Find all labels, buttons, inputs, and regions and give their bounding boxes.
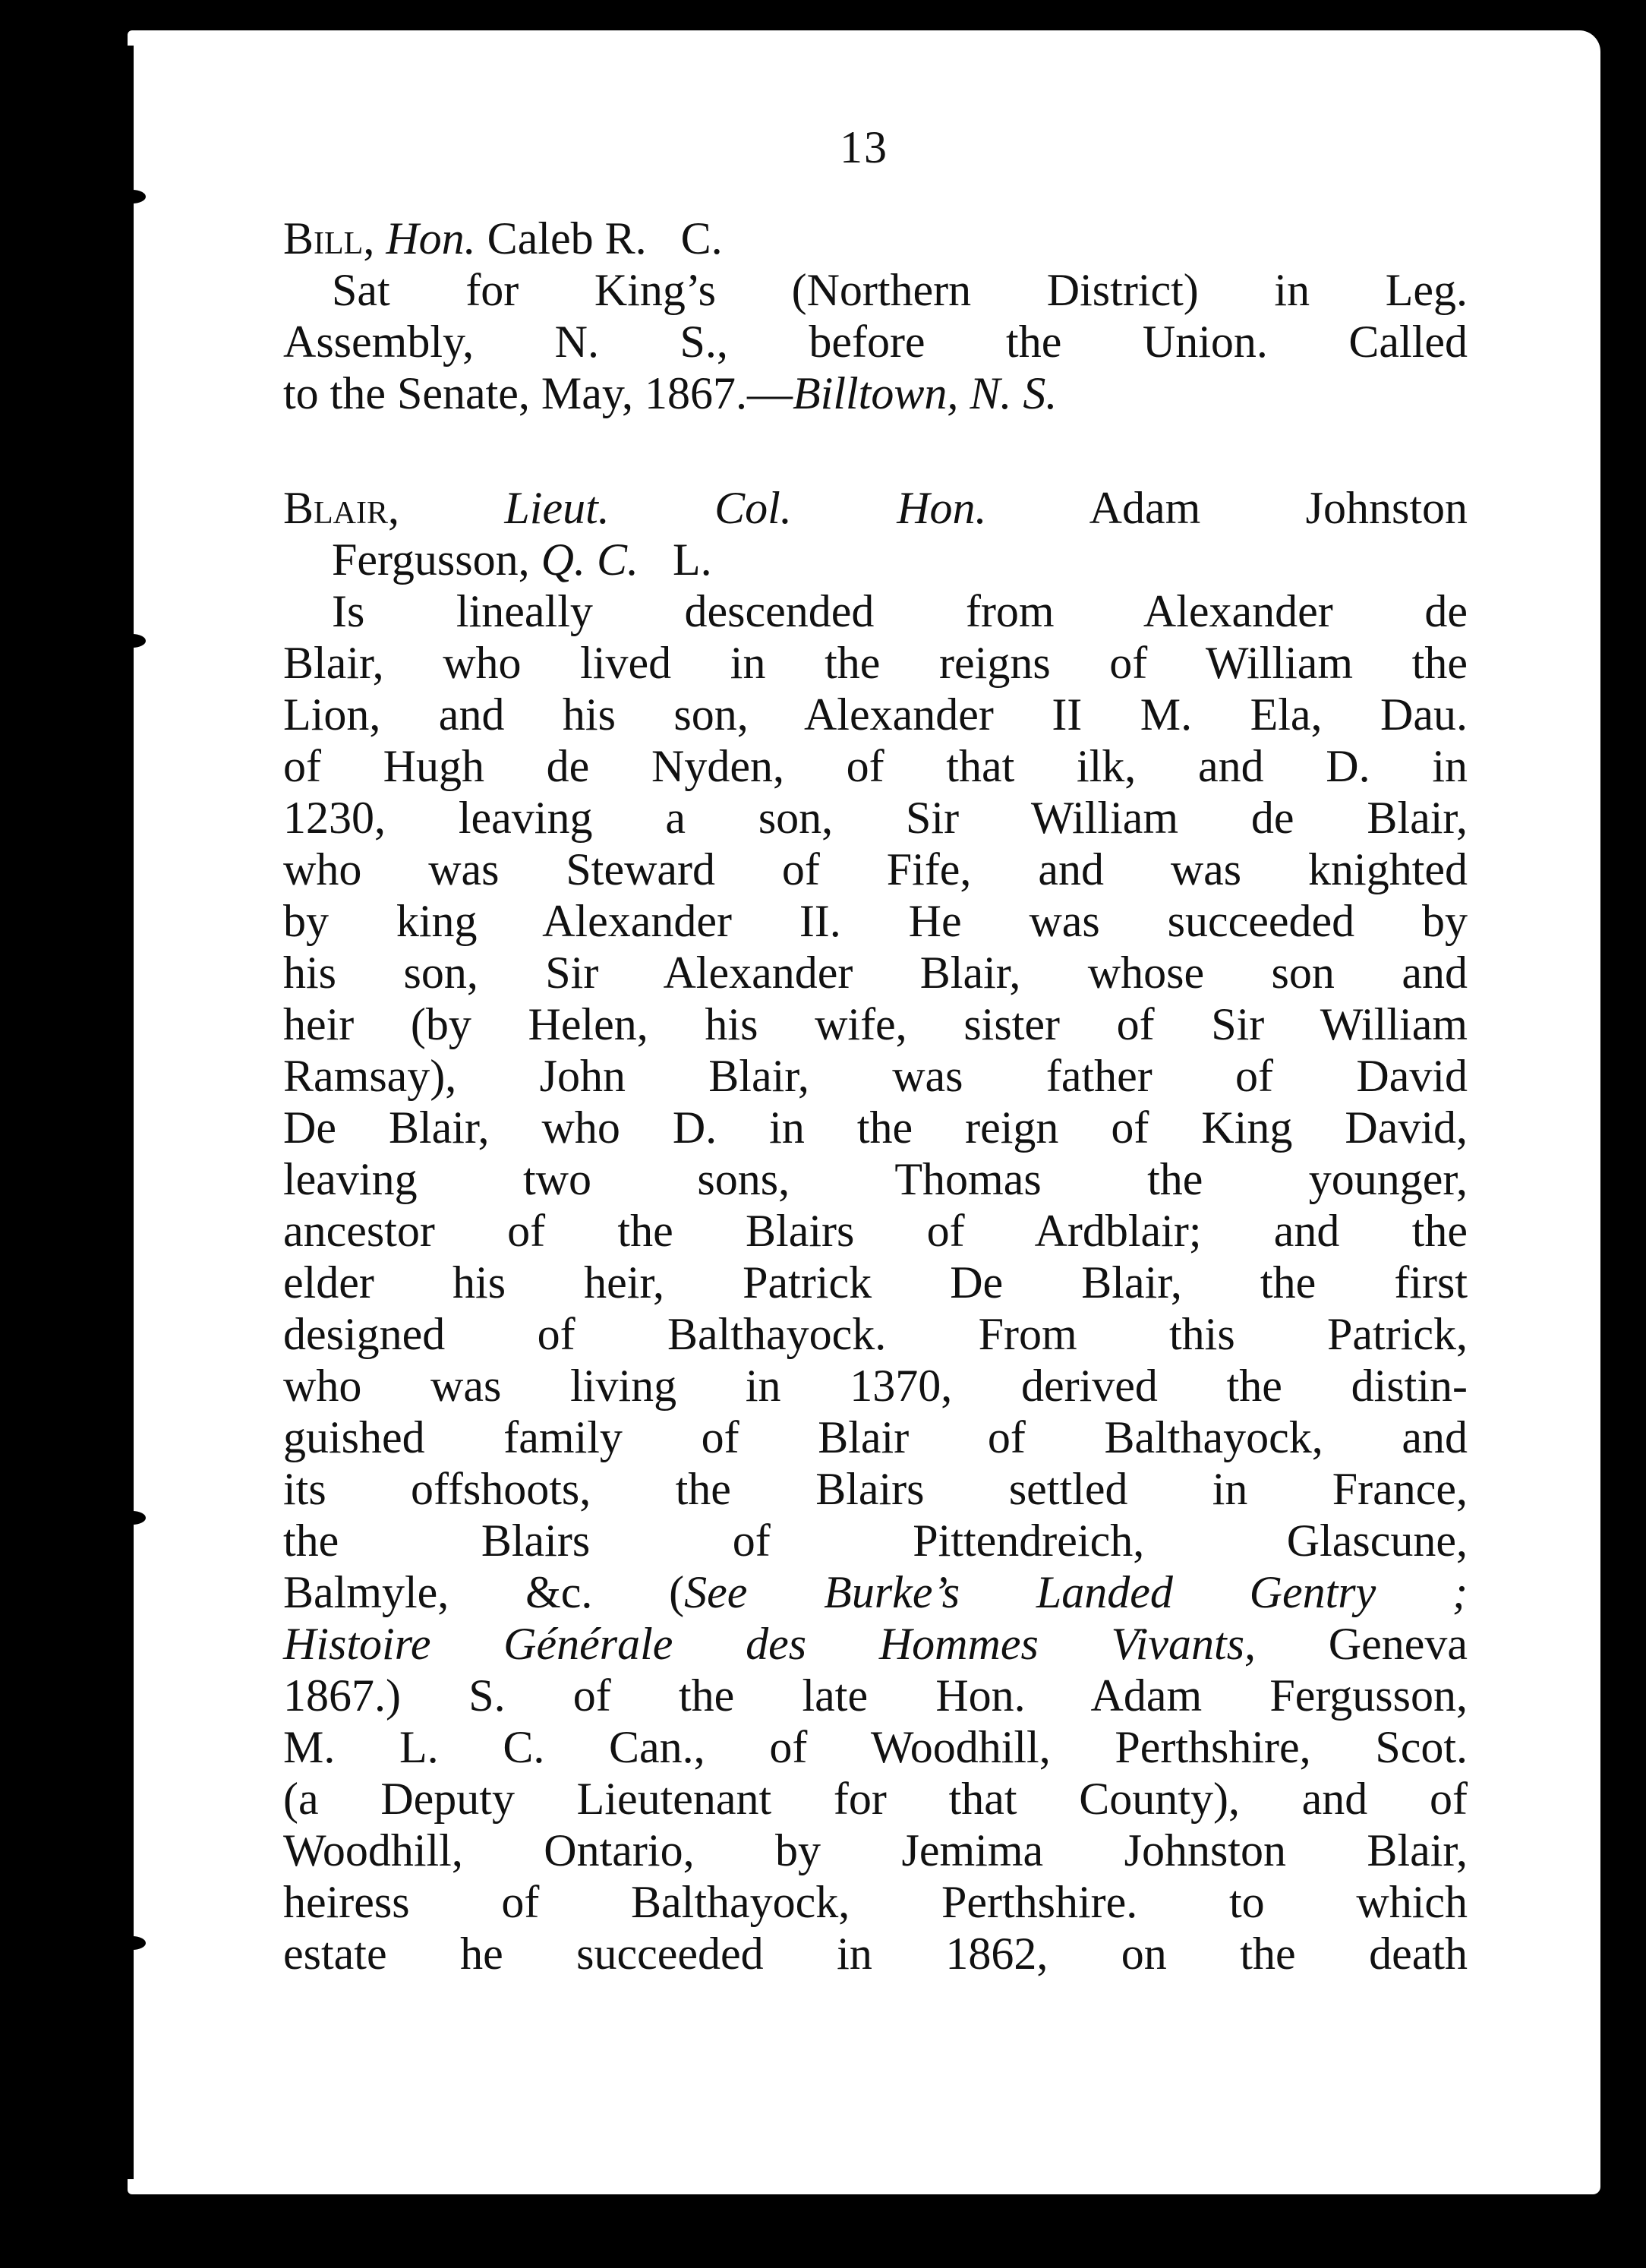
body-line: Is lineally descended from Alexander de bbox=[332, 586, 1468, 636]
heading-line bbox=[283, 482, 1468, 534]
binding-stitch bbox=[118, 1936, 146, 1950]
reference-plain: Balmyle, &c. ( bbox=[283, 1567, 685, 1617]
body-line-text: to the Senate, May, 1867.— bbox=[283, 368, 793, 418]
body-line: his son, Sir Alexander Blair, whose son and bbox=[283, 948, 1468, 998]
entry-bill bbox=[283, 213, 1468, 419]
entry-title: Hon. bbox=[897, 483, 987, 533]
body-line: who was living in 1370, derived the distin- bbox=[283, 1361, 1468, 1411]
entry-body bbox=[283, 585, 1468, 1979]
body-line: by king Alexander II. He was succeeded by bbox=[283, 896, 1468, 946]
body-line: Blair, who lived in the reigns of William the bbox=[283, 638, 1468, 688]
entry-name: Caleb R. bbox=[487, 213, 647, 263]
entry-honour: Q. C. bbox=[541, 535, 639, 585]
body-line: De Blair, who D. in the reign of King David, bbox=[283, 1102, 1468, 1153]
reference-italic: Histoire Générale des Hommes Vivants, bbox=[283, 1619, 1257, 1669]
body-line: heiress of Balthayock, Perthshire. to which bbox=[283, 1877, 1468, 1927]
body-line: its offshoots, the Blairs settled in France, bbox=[283, 1464, 1468, 1514]
body-line: Woodhill, Ontario, by Jemima Johnston Blair, bbox=[283, 1825, 1468, 1875]
reference-line bbox=[283, 1618, 1468, 1670]
body-line: of Hugh de Nyden, of that ilk, and D. in bbox=[283, 741, 1468, 791]
body-line: Assembly, N. S., before the Union. Called bbox=[283, 317, 1468, 367]
body-line: (a Deputy Lieutenant for that County), and of bbox=[283, 1774, 1468, 1824]
body-line bbox=[283, 367, 1468, 419]
entry-residence: Billtown, N. S. bbox=[793, 368, 1058, 418]
body-line: Sat for King’s (Northern District) in Leg. bbox=[332, 265, 1468, 315]
entry-surname: Blair, bbox=[283, 483, 400, 533]
body-line: Ramsay), John Blair, was father of David bbox=[283, 1051, 1468, 1101]
body-line: designed of Balthayock. From this Patrick, bbox=[283, 1309, 1468, 1359]
binding-line bbox=[128, 46, 134, 2179]
entry-rank: Lieut. Col. bbox=[504, 483, 792, 533]
body-line: 1867.) S. of the late Hon. Adam Fergusson, bbox=[283, 1670, 1468, 1721]
body-line: guished family of Blair of Balthayock, and bbox=[283, 1412, 1468, 1462]
body-line: M. L. C. Can., of Woodhill, Perthshire, Scot. bbox=[283, 1722, 1468, 1772]
entry-blair bbox=[283, 482, 1468, 1979]
body-line: elder his heir, Patrick De Blair, the first bbox=[283, 1257, 1468, 1307]
reference-line bbox=[283, 1566, 1468, 1618]
binding-stitch bbox=[118, 1511, 146, 1525]
binding-stitch bbox=[118, 190, 146, 203]
body-line: who was Steward of Fife, and was knighted bbox=[283, 844, 1468, 894]
entry-surname: Bill, bbox=[283, 213, 375, 263]
entry-party: C. bbox=[680, 213, 723, 263]
body-line: estate he succeeded in 1862, on the death bbox=[283, 1929, 1468, 1979]
heading-line bbox=[283, 534, 1468, 585]
body-line: ancestor of the Blairs of Ardblair; and the bbox=[283, 1206, 1468, 1256]
entry-name: Adam Johnston bbox=[1089, 483, 1468, 533]
body-line: heir (by Helen, his wife, sister of Sir William bbox=[283, 999, 1468, 1049]
body-line: 1230, leaving a son, Sir William de Blair, bbox=[283, 793, 1468, 843]
reference-plain: Geneva bbox=[1256, 1619, 1468, 1669]
body-line: Lion, and his son, Alexander II M. Ela, Dau. bbox=[283, 689, 1468, 740]
entry-heading bbox=[283, 482, 1468, 585]
entry-title: Hon. bbox=[386, 213, 476, 263]
entry-name-cont: Fergusson, bbox=[332, 535, 530, 585]
page-number: 13 bbox=[840, 122, 888, 172]
entry-party: L. bbox=[672, 535, 712, 585]
reference-italic: See Burke’s Landed Gentry ; bbox=[684, 1567, 1468, 1617]
entry-body bbox=[283, 264, 1468, 419]
body-line: the Blairs of Pittendreich, Glascune, bbox=[283, 1516, 1468, 1566]
body-line: leaving two sons, Thomas the younger, bbox=[283, 1154, 1468, 1204]
entry-heading bbox=[283, 213, 1468, 264]
page-binding bbox=[128, 30, 173, 2194]
book-page bbox=[128, 30, 1600, 2194]
binding-stitch bbox=[118, 634, 146, 648]
